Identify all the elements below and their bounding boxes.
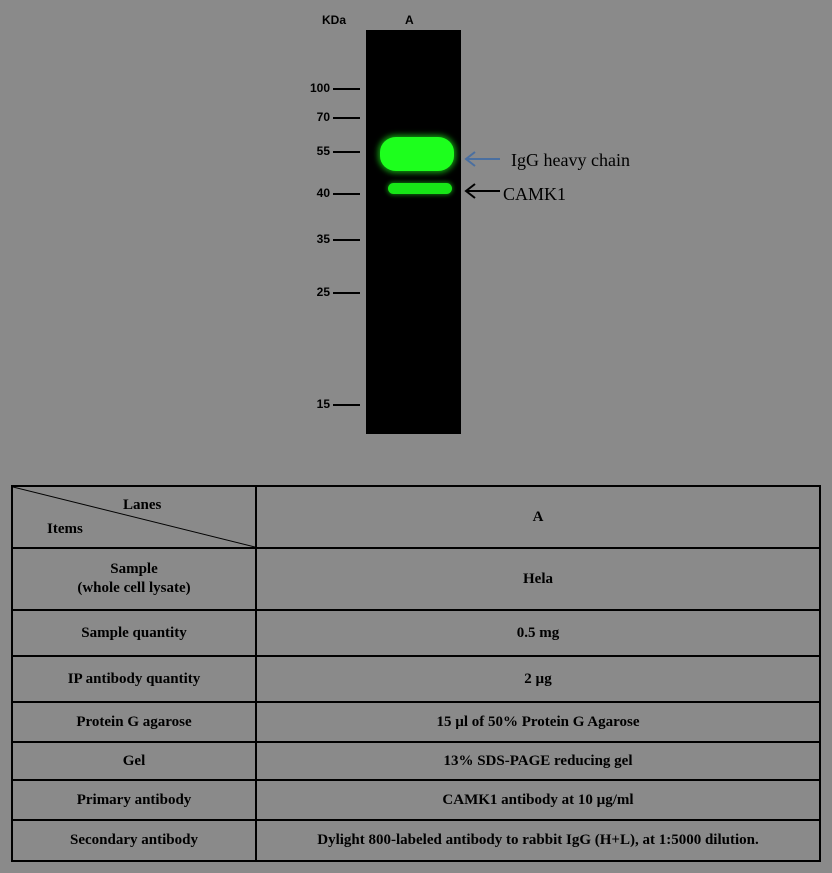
marker-label: 35 (316, 232, 330, 246)
camk1-label: CAMK1 (503, 184, 567, 204)
kda-label: KDa (322, 13, 347, 27)
row-item (12, 548, 256, 610)
gel-lane-a (366, 30, 461, 434)
marker-35 (260, 233, 360, 247)
header-lane-a: A (256, 486, 820, 548)
camk1-arrow-icon (462, 183, 502, 199)
row-value: 2 µg (256, 656, 820, 702)
marker-label: 40 (316, 186, 330, 200)
marker-tick (333, 193, 360, 195)
table-row (12, 548, 820, 610)
row-value: CAMK1 antibody at 10 µg/ml (256, 780, 820, 820)
header-diagonal-cell (12, 486, 256, 548)
table-row (12, 702, 820, 742)
camk1-band (388, 183, 452, 194)
igg-heavy-chain-band (380, 137, 454, 171)
row-value: 15 µl of 50% Protein G Agarose (256, 702, 820, 742)
table-header-row (12, 486, 820, 548)
marker-15 (260, 398, 360, 412)
diagonal-line (13, 487, 255, 547)
row-item: Secondary antibody (12, 820, 256, 861)
marker-tick (333, 151, 360, 153)
marker-tick (333, 88, 360, 90)
marker-label: 55 (316, 144, 330, 158)
table-row (12, 742, 820, 780)
marker-label: 25 (316, 285, 330, 299)
marker-tick (333, 239, 360, 241)
marker-tick (333, 404, 360, 406)
table-row (12, 780, 820, 820)
marker-70 (260, 111, 360, 125)
row-item: Primary antibody (12, 780, 256, 820)
marker-100 (260, 82, 360, 96)
header-items-label: Items (47, 521, 83, 537)
marker-label: 15 (316, 397, 330, 411)
row-item: Protein G agarose (12, 702, 256, 742)
experiment-details-table (11, 485, 821, 862)
marker-25 (260, 286, 360, 300)
row-item: Gel (12, 742, 256, 780)
table-row (12, 656, 820, 702)
header-lanes-label: Lanes (123, 497, 162, 513)
row-value: Hela (256, 548, 820, 610)
table-row (12, 820, 820, 861)
igg-arrow-icon (462, 151, 502, 167)
marker-label: 100 (309, 81, 330, 95)
row-item-line2: (whole cell lysate) (77, 580, 191, 596)
igg-heavy-chain-label: IgG heavy chain (511, 150, 630, 170)
row-value: 13% SDS-PAGE reducing gel (256, 742, 820, 780)
marker-40 (260, 187, 360, 201)
marker-55 (260, 145, 360, 159)
row-item: IP antibody quantity (12, 656, 256, 702)
row-item-line1: Sample (110, 561, 158, 577)
row-value: Dylight 800-labeled antibody to rabbit IgG (H+L), at 1:5000 dilution. (256, 820, 820, 861)
marker-label: 70 (316, 110, 330, 124)
row-item: Sample quantity (12, 610, 256, 656)
marker-tick (333, 117, 360, 119)
table-row (12, 610, 820, 656)
marker-tick (333, 292, 360, 294)
lane-a-label: A (405, 13, 414, 27)
row-value: 0.5 mg (256, 610, 820, 656)
